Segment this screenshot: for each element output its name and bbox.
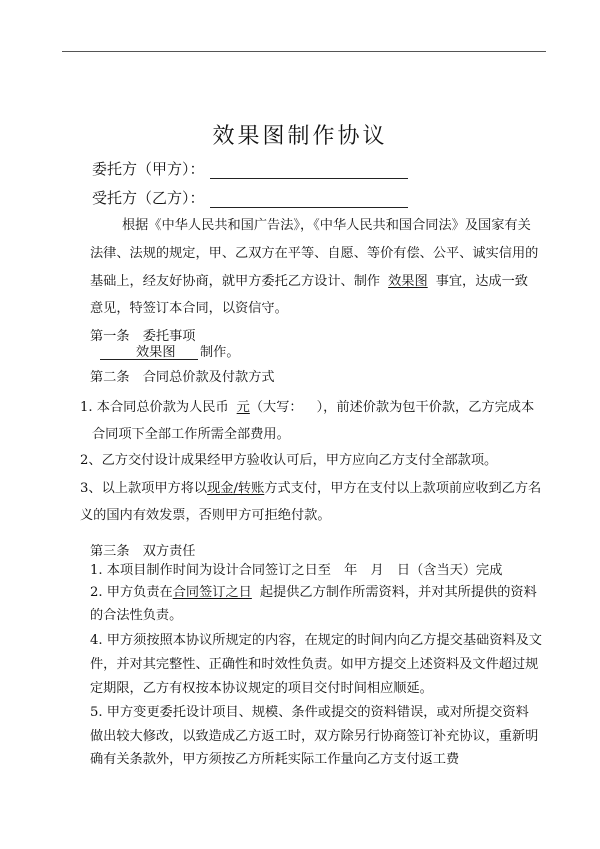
article-1-item: 效果图: [136, 345, 176, 360]
article-2-heading: 第二条 合同总价款及付款方式: [90, 370, 275, 385]
party-b-blank: [210, 207, 408, 208]
party-a-blank: [210, 178, 408, 179]
article-3-para-5-line-3: 确有关条款外，甲方须按乙方所耗实际工作量向乙方支付返工费: [90, 752, 460, 767]
party-a-label: 委托方（甲方）：: [92, 160, 205, 178]
article-1-item-suffix: 制作。: [200, 345, 240, 360]
article-3-para-2-line-2: 的合法性负责。: [90, 608, 183, 623]
article-2-para-1-line-1: 1. 本合同总价款为人民币 元（大写： ），前述价款为包干价款，乙方完成本: [80, 400, 535, 415]
intro-line-2: 法律、法规的规定，甲、乙双方在平等、自愿、等价有偿、公平、诚实信用的: [90, 246, 539, 261]
article-3-para-4-line-1: 4. 甲方须按照本协议所规定的内容，在规定的时间内向乙方提交基础资料及文: [90, 633, 542, 648]
article-2-para-3-line-1: 3、以上款项甲方将以现金/转账方式支付，甲方在支付以上款项前应收到乙方名: [80, 481, 542, 496]
intro-line-4: 意见，特签订本合同，以资信守。: [90, 301, 288, 316]
article-1-heading: 第一条 委托事项: [90, 329, 196, 344]
article-2-para-2: 2、乙方交付设计成果经甲方验收认可后，甲方应向乙方支付全部款项。: [80, 453, 498, 468]
article-3-para-4-line-3: 定期限，乙方有权按本协议规定的项目交付时间相应顺延。: [90, 681, 433, 696]
article-3-para-4-line-2: 件，并对其完整性、正确性和时效性负责。如甲方提交上述资料及文件超过规: [90, 657, 539, 672]
party-b-label: 受托方（乙方）：: [92, 189, 205, 207]
document-title: 效果图制作协议: [212, 124, 388, 149]
article-3-para-5-line-2: 做出较大修改，以致造成乙方返工时，双方除另行协商签订补充协议，重新明: [90, 729, 539, 744]
intro-line-3: 基础上，经友好协商，就甲方委托乙方设计、制作 效果图 事宜，达成一致: [90, 274, 528, 289]
intro-underlined-item: 效果图: [388, 274, 428, 289]
article-2-para-1-line-2: 合同项下全部工作所需全部费用。: [92, 427, 290, 442]
header-rule: [62, 51, 546, 52]
article-3-para-2-line-1: 2. 甲方负责在合同签订之日 起提供乙方制作所需资料，并对其所提供的资料: [90, 585, 537, 600]
intro-line-1: 根据《中华人民共和国广告法》，《中华人民共和国合同法》及国家有关: [122, 218, 531, 233]
article-3-heading: 第三条 双方责任: [90, 544, 196, 559]
article-3-para-5-line-1: 5. 甲方变更委托设计项目、规模、条件或提交的资料错误，或对所提交资料: [90, 705, 529, 720]
article-2-para-3-line-2: 义的国内有效发票，否则甲方可拒绝付款。: [80, 508, 331, 523]
article-3-para-1: 1. 本项目制作时间为设计合同签订之日至 年 月 日（含当天）完成: [90, 563, 503, 578]
